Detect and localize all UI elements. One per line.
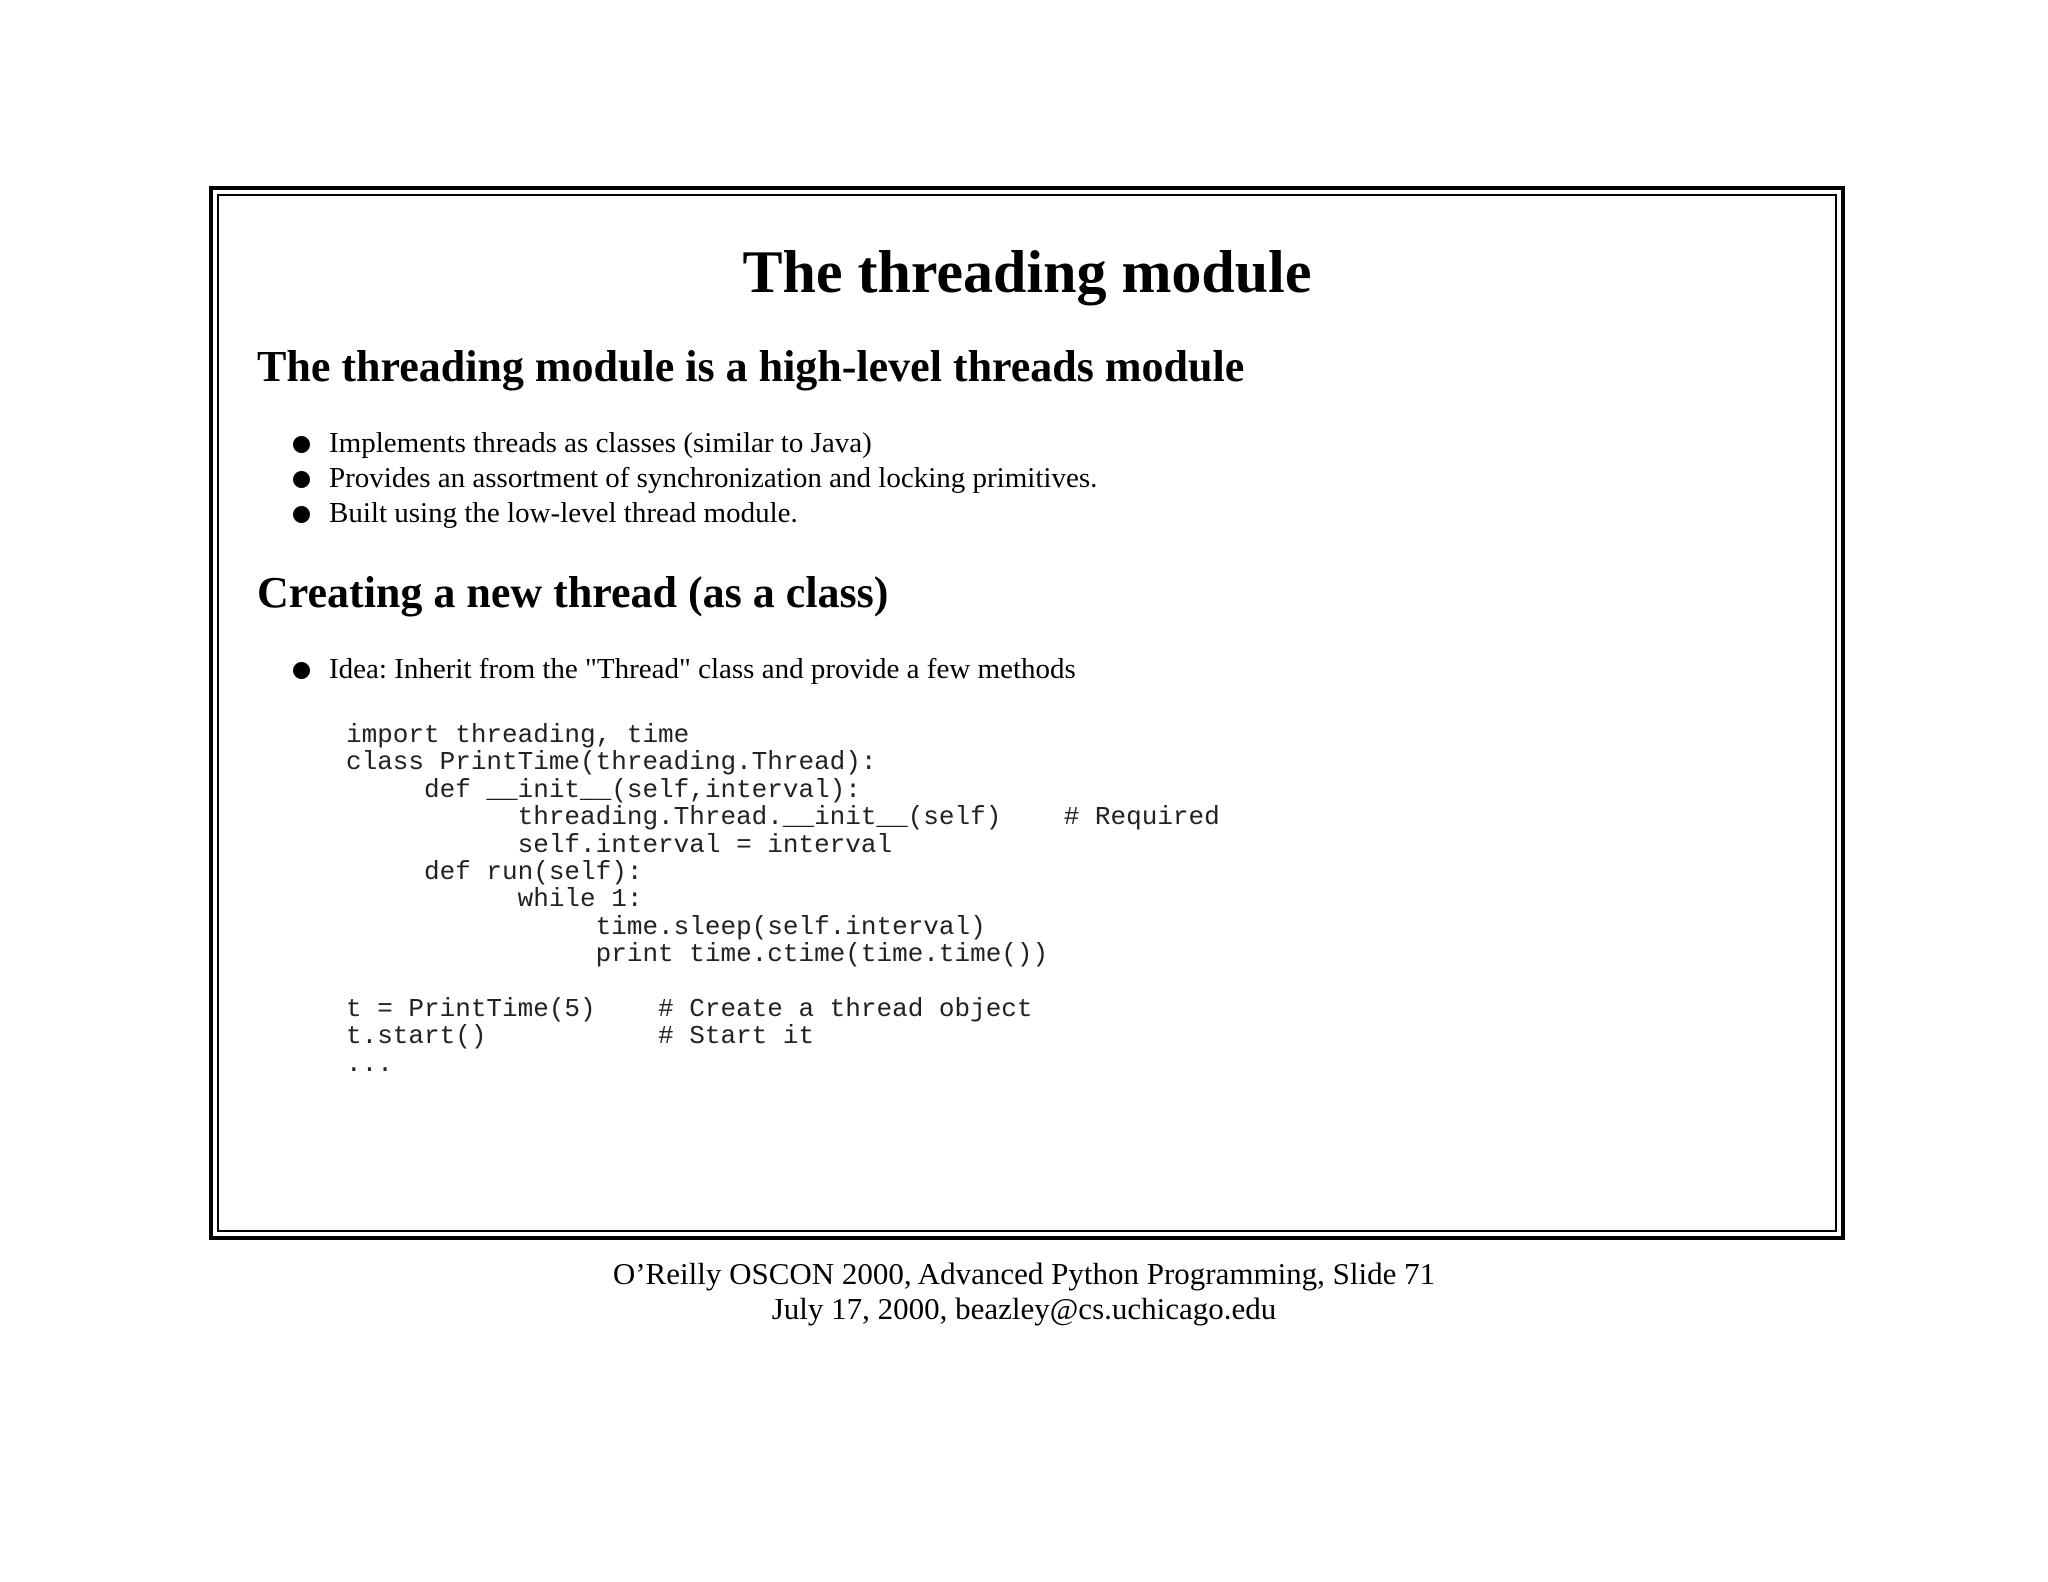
- bullet-dot-icon: [293, 506, 310, 523]
- bullet-text: Built using the low-level thread module.: [329, 497, 798, 529]
- section-heading-creating-thread: Creating a new thread (as a class): [257, 568, 889, 617]
- code-example: [346, 722, 1220, 1078]
- bullet-text: Provides an assortment of synchronization and locking primitives.: [329, 462, 1098, 494]
- code-line: self.interval = interval: [346, 829, 893, 860]
- slide-title: The threading module: [742, 239, 1312, 305]
- bullet-dot-icon: [293, 471, 310, 488]
- code-line: t.start() # Start it: [346, 1021, 815, 1052]
- code-line: print time.ctime(time.time()): [346, 939, 1049, 970]
- code-line: while 1:: [346, 884, 643, 915]
- code-line: def __init__(self,interval):: [346, 774, 861, 805]
- code-line: threading.Thread.__init__(self) # Required: [346, 802, 1220, 833]
- code-line: time.sleep(self.interval): [346, 911, 986, 942]
- code-line: class PrintTime(threading.Thread):: [346, 747, 877, 778]
- code-line: t = PrintTime(5) # Create a thread object: [346, 993, 1033, 1024]
- bullet-text: Implements threads as classes (similar to Java): [329, 427, 872, 459]
- section-heading-threading-module: The threading module is a high-level threads module: [257, 342, 1245, 391]
- code-line: def run(self):: [346, 856, 643, 887]
- bullet-text: Idea: Inherit from the "Thread" class and provide a few methods: [329, 653, 1076, 685]
- bullet-dot-icon: [293, 436, 310, 453]
- code-line: [346, 969, 1220, 996]
- code-line: ...: [346, 1048, 393, 1079]
- footer-slide-info: O’Reilly OSCON 2000, Advanced Python Programming, Slide 71: [612, 1256, 1436, 1291]
- code-line: import threading, time: [346, 720, 690, 750]
- footer-date-email: July 17, 2000, beazley@cs.uchicago.edu: [771, 1291, 1277, 1326]
- bullet-dot-icon: [293, 662, 310, 679]
